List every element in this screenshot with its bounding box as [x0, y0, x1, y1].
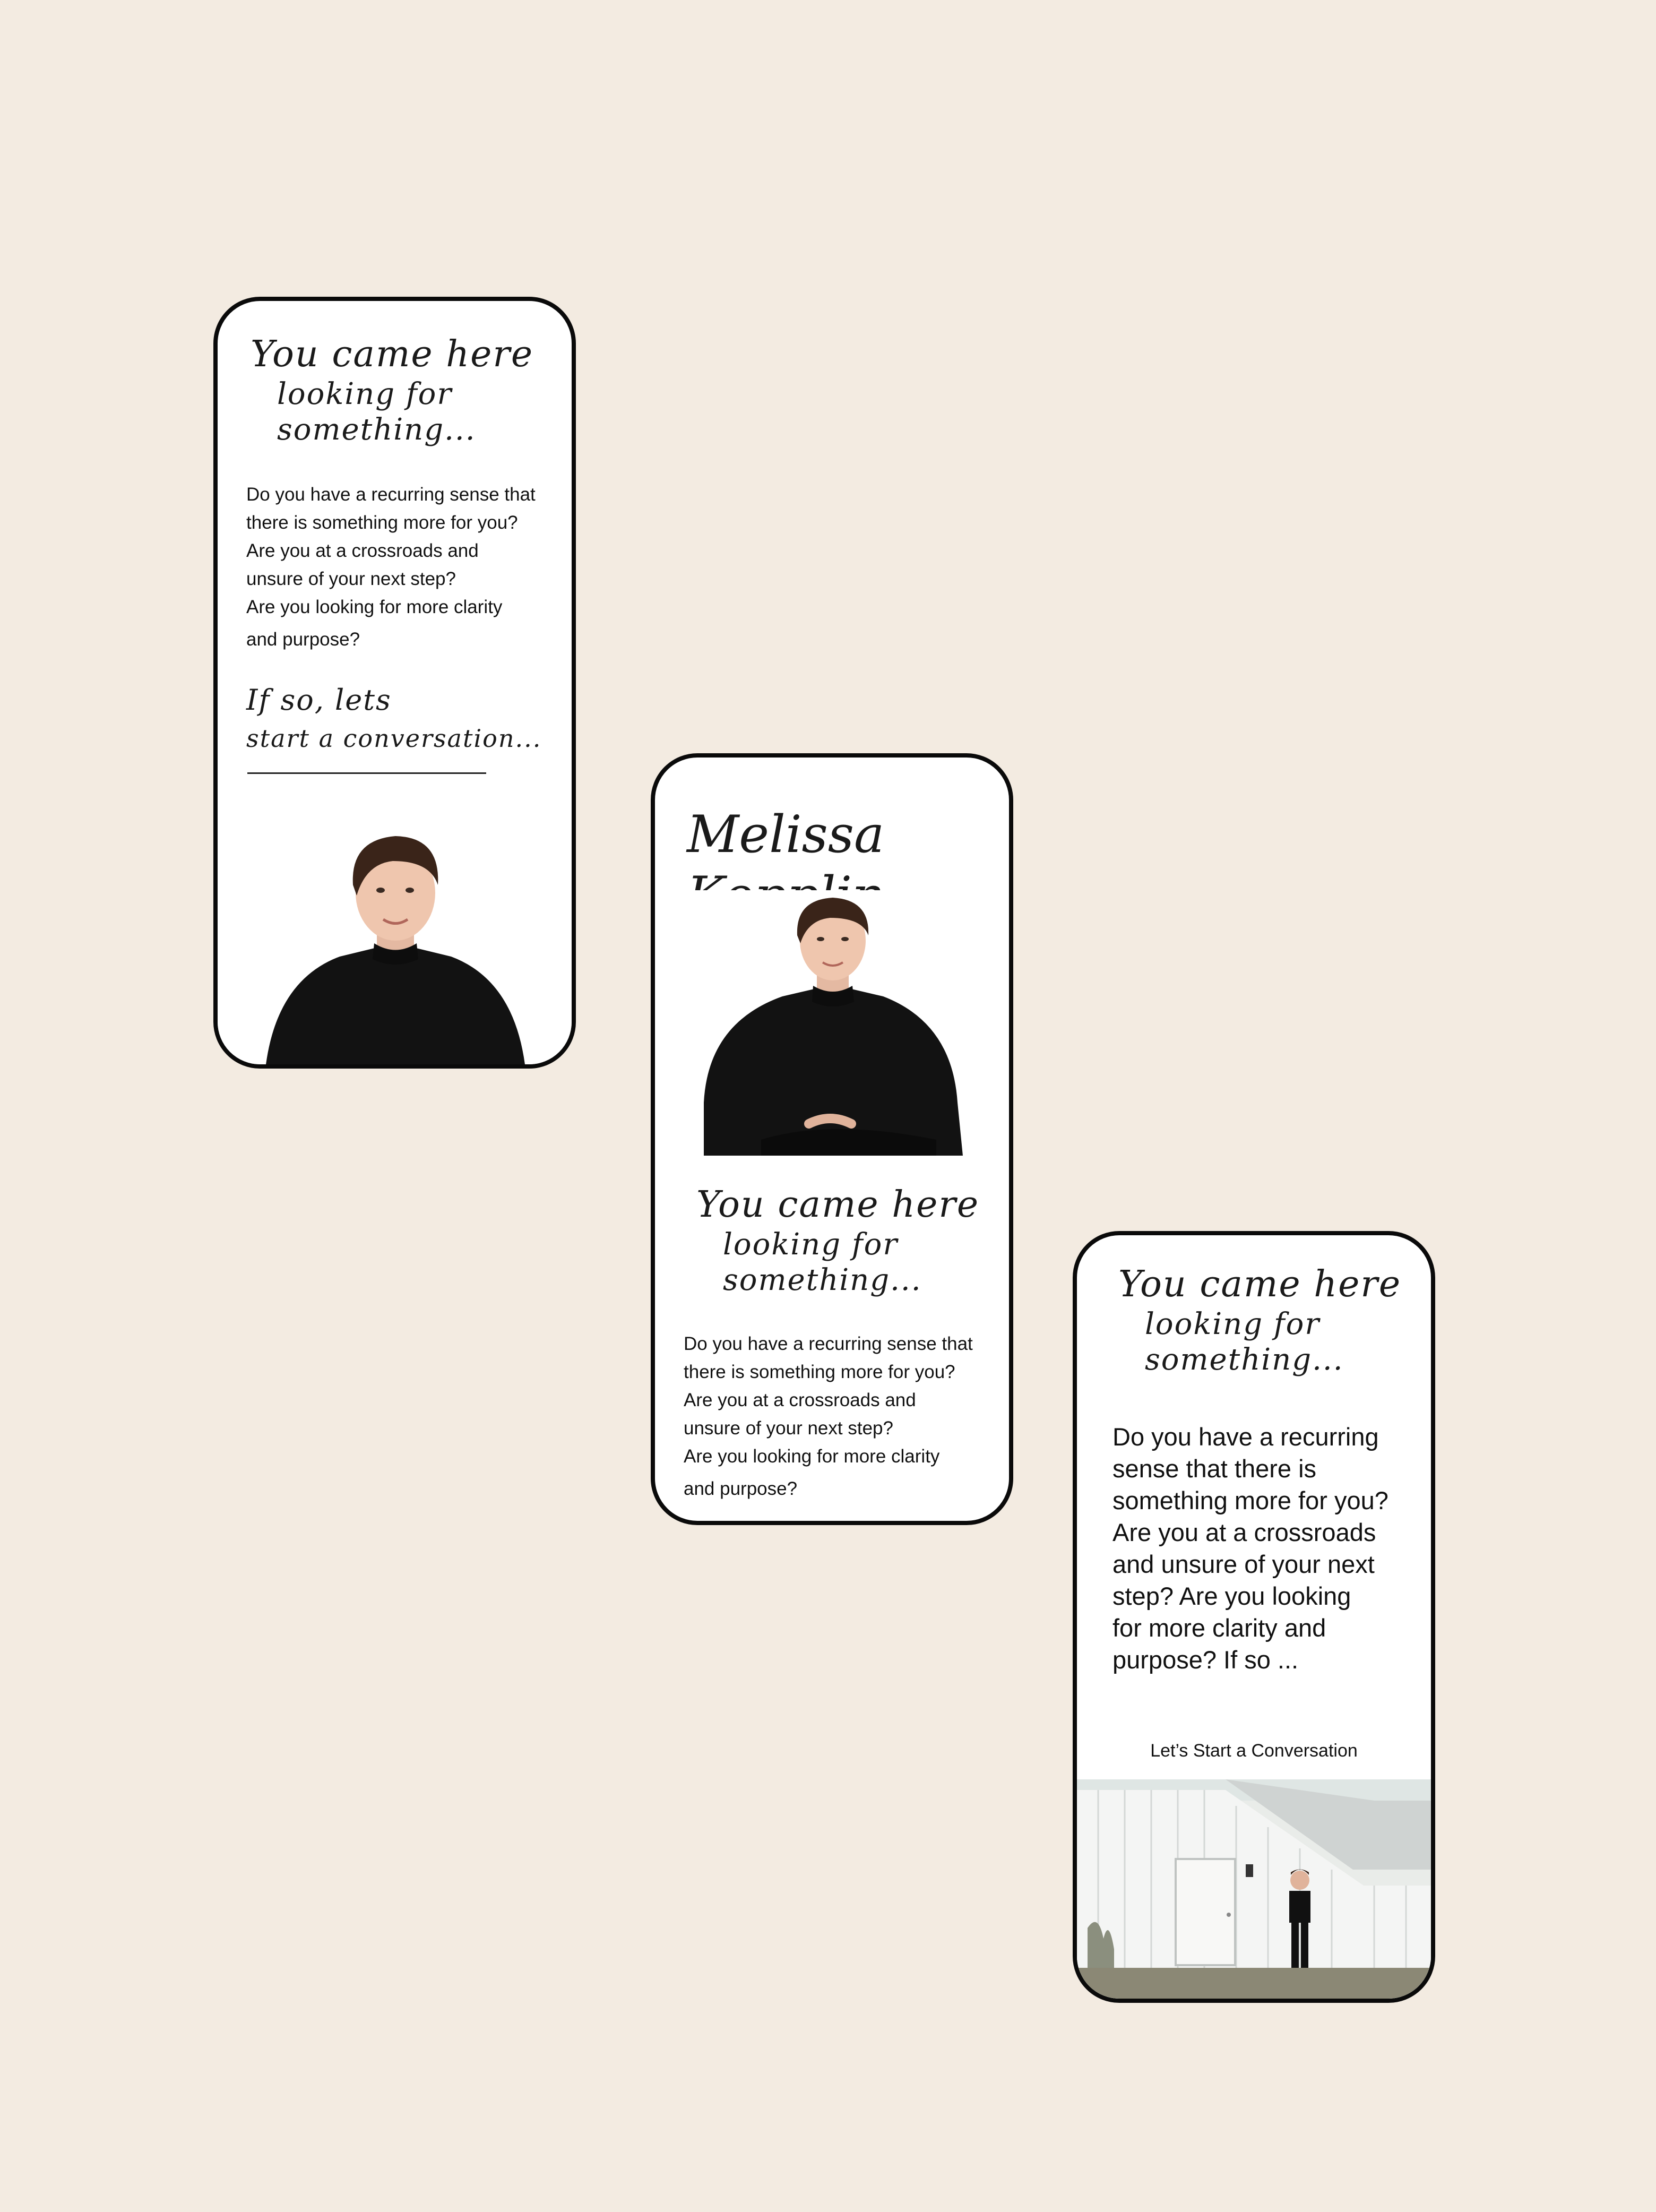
start-conversation-link[interactable]: [246, 683, 541, 753]
question-line: and purpose?: [684, 1478, 798, 1499]
question-line: Are you looking for more clarity: [684, 1446, 940, 1467]
intro-questions: [684, 1330, 973, 1503]
question-line: step? Are you looking: [1112, 1582, 1351, 1610]
headline-script: [696, 1183, 1009, 1298]
question-line: Are you at a crossroads and: [246, 540, 479, 561]
intro-questions: [246, 480, 536, 653]
phone-mockup-3: [1073, 1231, 1435, 2003]
portrait-photo-seated: [655, 890, 1009, 1156]
cta-line-1: If so, lets: [246, 683, 392, 717]
question-line: and unsure of your next: [1112, 1550, 1375, 1578]
phone-mockup-1: [213, 297, 576, 1069]
question-line: Do you have a recurring sense that: [684, 1333, 973, 1354]
headline-line-1: You came here: [251, 333, 534, 375]
headline-line-2: looking for something...: [1145, 1306, 1344, 1377]
phone-mockup-2: [651, 753, 1013, 1525]
headline-line-1: You came here: [1118, 1263, 1402, 1305]
question-line: Are you looking for more clarity: [246, 597, 503, 617]
headline-line-2: looking for something...: [723, 1227, 922, 1297]
portrait-photo: [218, 811, 572, 1069]
headline-line-1: You came here: [696, 1184, 980, 1226]
question-line: unsure of your next step?: [684, 1418, 893, 1439]
house-exterior-photo: [1077, 1779, 1431, 1999]
name-signature: Melissa: [687, 805, 885, 864]
question-line: Are you at a crossroads: [1112, 1518, 1376, 1546]
question-line: unsure of your next step?: [246, 569, 456, 589]
question-line: Are you at a crossroads and: [684, 1390, 916, 1410]
question-line: there is something more for you?: [246, 512, 518, 533]
cta-underline: [247, 772, 486, 774]
cta-line-2: start a conversation...: [246, 724, 542, 753]
headline-script: [1118, 1263, 1431, 1378]
question-line: purpose? If so ...: [1112, 1646, 1299, 1674]
intro-questions: [1112, 1421, 1388, 1676]
question-line: there is something more for you?: [684, 1362, 955, 1382]
question-line: Do you have a recurring: [1112, 1423, 1379, 1451]
headline-script: [251, 333, 572, 447]
headline-line-2: looking for something...: [277, 376, 476, 447]
question-line: sense that there is: [1112, 1454, 1317, 1483]
question-line: Do you have a recurring sense that: [246, 484, 536, 505]
start-conversation-button[interactable]: Let’s Start a Conversation: [1150, 1741, 1358, 1761]
question-line: and purpose?: [246, 629, 360, 650]
question-line: for more clarity and: [1112, 1614, 1326, 1642]
question-line: something more for you?: [1112, 1486, 1388, 1514]
